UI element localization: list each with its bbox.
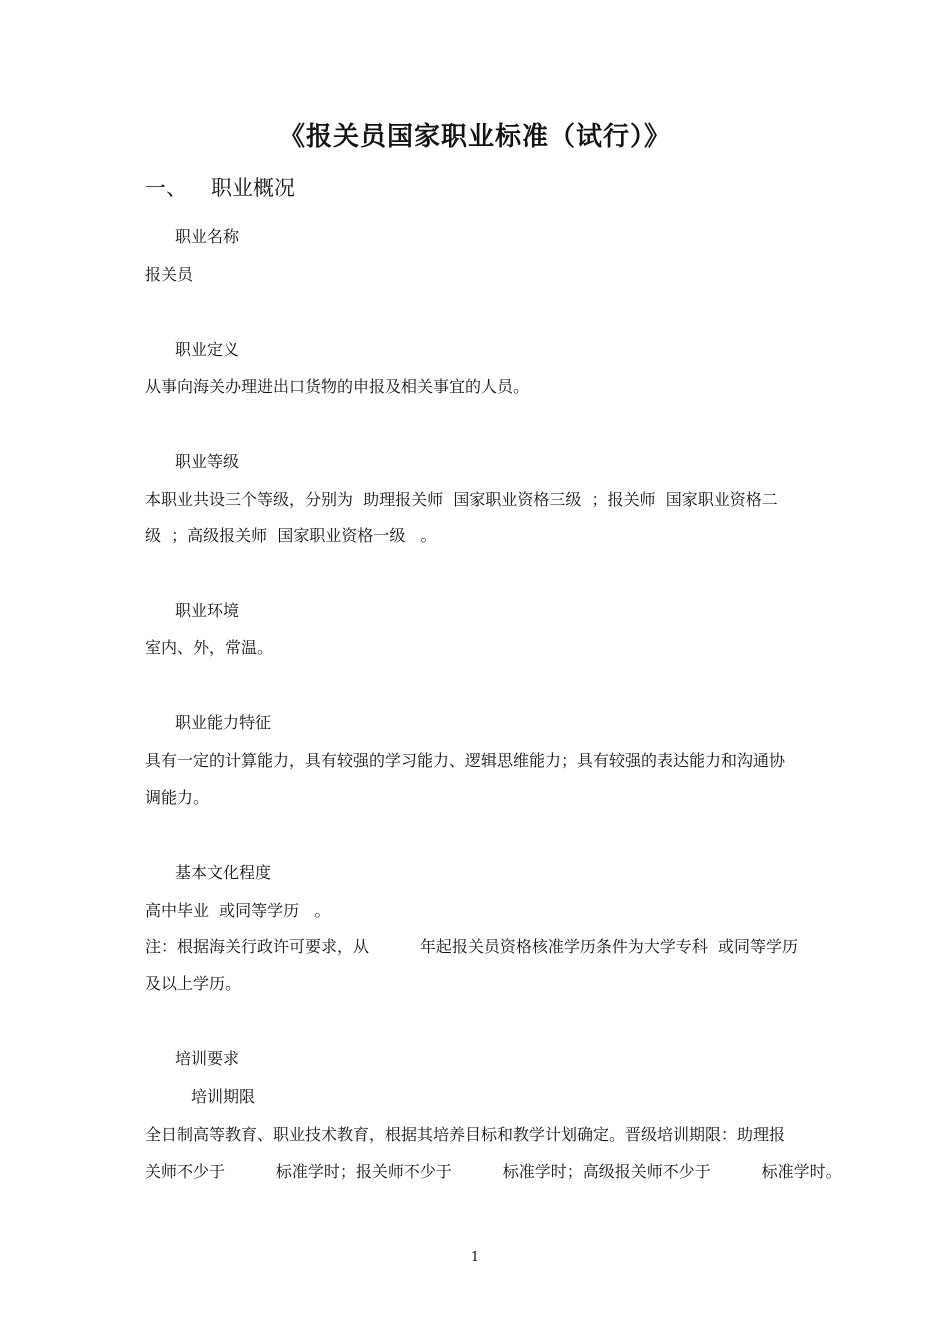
section-number: 一、 (145, 176, 187, 200)
subheading-occupation-definition: 职业定义 (175, 340, 240, 359)
section-heading-overview (145, 172, 295, 202)
text-training-line1: 全日制高等教育、职业技术教育，根据其培养目标和教学计划确定。晋级培训期限：助理报 (145, 1125, 786, 1144)
text-occupation-ability-line2: 调能力。 (145, 788, 210, 807)
text-occupation-level-line1: 本职业共设三个等级，分别为 助理报关师 国家职业资格三级 ；报关师 国家职业资格二 (145, 490, 778, 509)
text-occupation-level-line2: 级 ；高级报关师 国家职业资格一级 。 (145, 526, 437, 545)
document-title: 《报关员国家职业标准（试行）》 (278, 122, 671, 152)
page-number: 1 (470, 1250, 480, 1265)
subheading-education: 基本文化程度 (175, 863, 272, 882)
section-label: 职业概况 (211, 176, 295, 200)
text-occupation-ability-line1: 具有一定的计算能力，具有较强的学习能力、逻辑思维能力；具有较强的表达能力和沟通协 (145, 751, 786, 770)
text-occupation-name: 报关员 (145, 265, 194, 284)
text-education: 高中毕业 或同等学历 。 (145, 901, 331, 920)
subheading-training: 培训要求 (175, 1049, 240, 1068)
subheading-occupation-name: 职业名称 (175, 227, 240, 246)
subheading-training-period: 培训期限 (191, 1087, 256, 1106)
subheading-occupation-level: 职业等级 (175, 452, 240, 471)
subheading-occupation-ability: 职业能力特征 (175, 713, 272, 732)
text-education-note-line2: 及以上学历。 (145, 974, 242, 993)
subheading-occupation-environment: 职业环境 (175, 601, 240, 620)
text-training-line2: 关师不少于 标准学时；报关师不少于 标准学时；高级报关师不少于 标准学时。 (145, 1162, 842, 1181)
text-occupation-definition: 从事向海关办理进出口货物的申报及相关事宜的人员。 (145, 377, 530, 396)
text-occupation-environment: 室内、外，常温。 (145, 638, 274, 657)
text-education-note-line1: 注：根据海关行政许可要求，从 年起报关员资格核准学历条件为大学专科 或同等学历 (145, 937, 799, 956)
